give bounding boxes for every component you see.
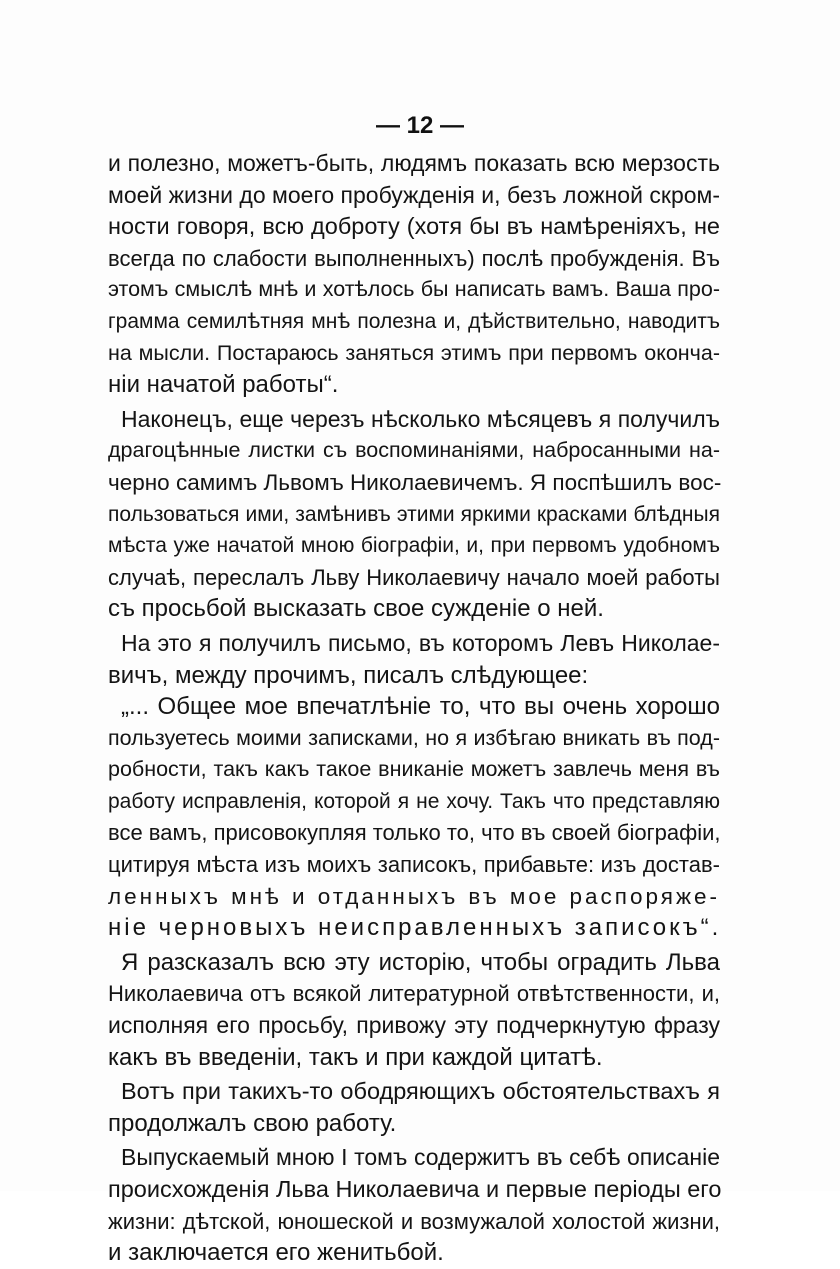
text-line: драгоцѣнные листки съ воспоминаніями, набросанными на- (108, 438, 720, 463)
text-line: пользуетесь моими записками, но я избѣгаю вникать въ под- (108, 725, 720, 750)
body-text (108, 148, 720, 1269)
text-line: грамма семилѣтняя мнѣ полезна и, дѣйствительно, наводитъ (108, 309, 720, 333)
text-line: Выпускаемый мною I томъ содержитъ въ себѣ описаніе (121, 1144, 720, 1171)
text-line: Вотъ при такихъ-то ободряющихъ обстоятельствахъ я (121, 1078, 720, 1105)
quote-paragraph (108, 691, 720, 944)
text-line: На это я получилъ письмо, въ которомъ Левъ Николае- (121, 629, 720, 656)
text-line: жизни: дѣтской, юношеской и возмужалой холостой жизни, (108, 1208, 720, 1234)
spaced-text-line: ленныхъ мнѣ и отданныхъ въ мое распоряже- (108, 883, 720, 909)
spaced-text-line: ніе черновыхъ неисправленныхъ записокъ“. (108, 914, 722, 942)
text-line: „... Общее мое впечатлѣніе то, что вы очень хорошо (121, 693, 720, 721)
text-line: Я разсказалъ всю эту исторію, чтобы оградить Льва (121, 948, 720, 976)
text-line: всегда по слабости выполненныхъ) послѣ пробужденія. Въ (108, 245, 720, 271)
text-line: на мысли. Постараюсь заняться этимъ при первомъ оконча- (108, 340, 720, 365)
text-line: продолжалъ свою работу. (108, 1109, 397, 1137)
text-line: и полезно, можетъ-быть, людямъ показать всю мерзость (108, 150, 720, 176)
text-line: случаѣ, переслалъ Льву Николаевичу начало моей работы (108, 564, 720, 590)
text-line: съ просьбой высказать свое сужденіе о ней. (108, 595, 604, 623)
text-line: все вамъ, присовокупляя только то, что въ своей біографіи, (108, 820, 721, 846)
page-number: — 12 — (375, 112, 465, 139)
text-line: и заключается его женитьбой. (108, 1239, 444, 1267)
text-line: ніи начатой работы“. (108, 371, 339, 399)
paragraph (108, 148, 720, 401)
text-line: черно самимъ Львомъ Николаевичемъ. Я поспѣшилъ вос- (108, 469, 722, 495)
text-line: мѣста уже начатой мною біографіи, и, при первомъ удобномъ (108, 534, 720, 558)
text-line: Николаевича отъ всякой литературной отвѣтственности, и, (108, 981, 720, 1007)
text-line: моей жизни до моего пробужденія и, безъ ложной скром- (108, 181, 720, 208)
paragraph (108, 628, 720, 691)
text-line: исполняя его просьбу, привожу эту подчеркнутую фразу (108, 1012, 720, 1039)
text-line: цитируя мѣста изъ моихъ записокъ, прибавьте: изъ достав- (108, 852, 720, 878)
text-line: пользоваться ими, замѣнивъ этими яркими красками блѣдныя (108, 502, 720, 526)
paragraph (108, 1076, 720, 1139)
text-line: Наконецъ, еще черезъ нѣсколько мѣсяцевъ я получилъ (121, 405, 720, 432)
text-line: работу исправленія, которой я не хочу. Такъ что представляю (108, 789, 720, 813)
text-line: робности, такъ какъ такое вниканіе можетъ завлечь меня въ (108, 757, 720, 782)
paragraph (108, 1142, 720, 1268)
paragraph (108, 404, 720, 625)
text-line: происхожденія Льва Николаевича и первые періоды его (108, 1176, 722, 1202)
text-line: какъ въ введеніи, такъ и при каждой цитатѣ. (108, 1043, 603, 1071)
paragraph (108, 947, 720, 1073)
text-line: ности говоря, всю доброту (хотя бы въ намѣреніяхъ, не (108, 213, 720, 240)
text-line: вичъ, между прочимъ, писалъ слѣдующее: (108, 661, 589, 689)
text-line: этомъ смыслѣ мнѣ и хотѣлось бы написать вамъ. Ваша про- (108, 277, 720, 302)
